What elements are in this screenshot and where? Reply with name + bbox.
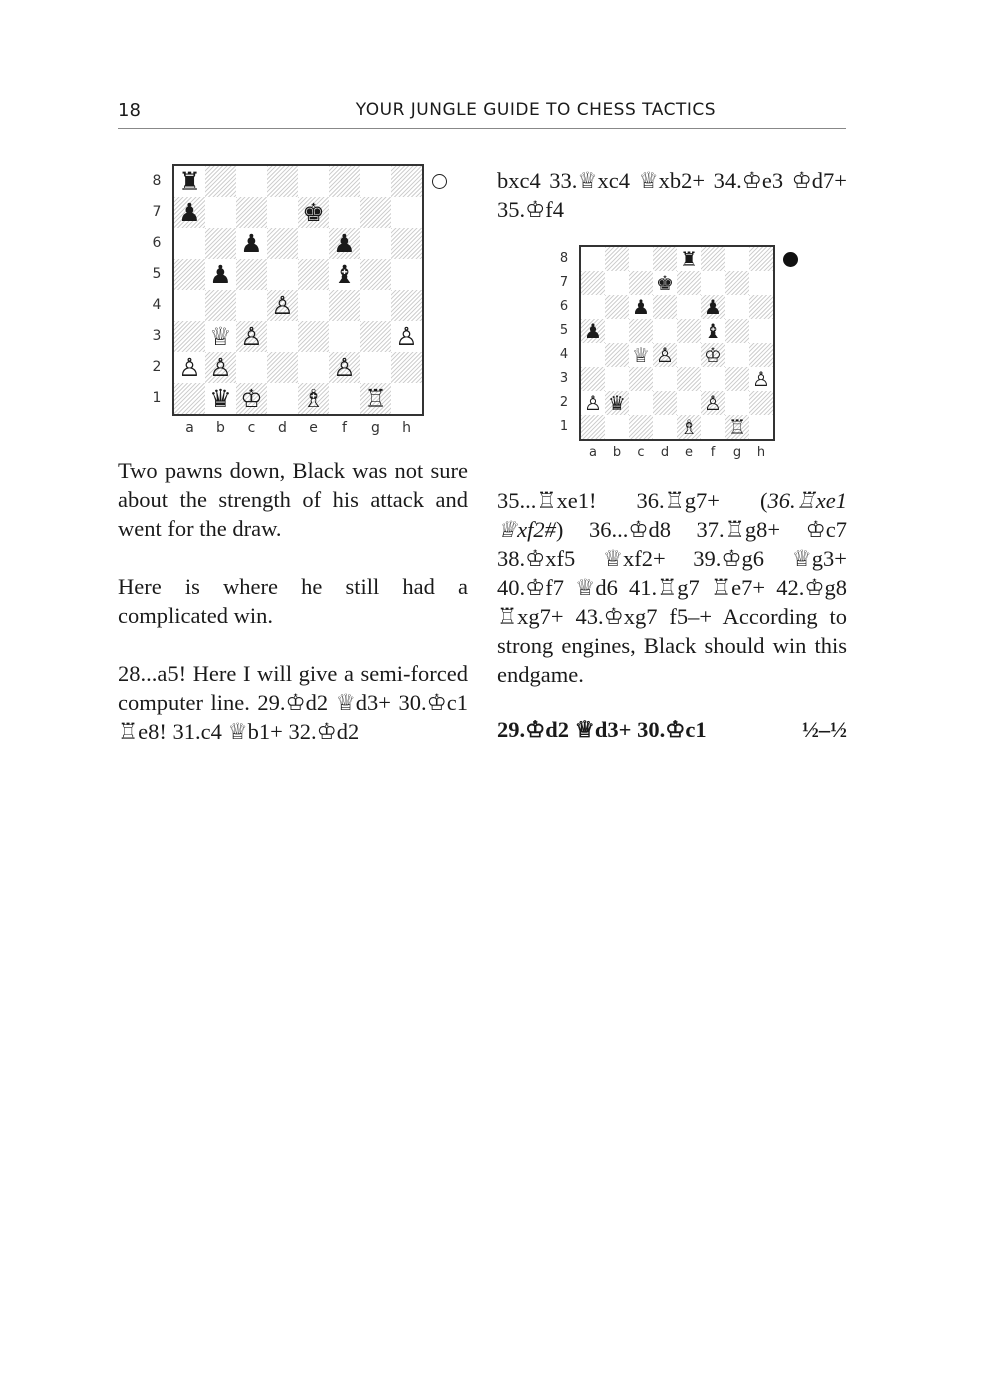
- square-g2: [360, 352, 391, 383]
- chess-piece: ♙: [240, 322, 263, 351]
- rank-label: 8: [152, 173, 162, 190]
- square-f7: [329, 197, 360, 228]
- variation-italic: 36.♖xe1 ♕xf2#: [497, 488, 847, 542]
- file-label: c: [637, 445, 645, 460]
- file-label: f: [342, 420, 347, 436]
- square-b2: [205, 352, 236, 383]
- chess-piece: ♛: [209, 384, 232, 413]
- square-b8: [205, 166, 236, 197]
- square-a1: [581, 415, 605, 439]
- square-f7: [701, 271, 725, 295]
- square-c3: [236, 321, 267, 352]
- square-e6: [677, 295, 701, 319]
- square-a5: [174, 259, 205, 290]
- square-d4: [267, 290, 298, 321]
- square-g5: [360, 259, 391, 290]
- square-b7: [605, 271, 629, 295]
- chess-piece: ♟: [240, 229, 263, 258]
- square-h6: [749, 295, 773, 319]
- square-f2: [329, 352, 360, 383]
- square-g5: [725, 319, 749, 343]
- square-c1: [236, 383, 267, 414]
- square-f4: [329, 290, 360, 321]
- square-e6: [298, 228, 329, 259]
- running-header: [118, 100, 846, 129]
- square-f5: [329, 259, 360, 290]
- square-e1: [677, 415, 701, 439]
- square-b6: [205, 228, 236, 259]
- square-c3: [629, 367, 653, 391]
- page-number: 18: [118, 100, 141, 121]
- square-h1: [391, 383, 422, 414]
- square-b1: [605, 415, 629, 439]
- chess-piece: ♜: [178, 167, 201, 196]
- square-g4: [360, 290, 391, 321]
- square-a2: [174, 352, 205, 383]
- square-g8: [360, 166, 391, 197]
- square-e7: [677, 271, 701, 295]
- square-f8: [329, 166, 360, 197]
- square-g7: [725, 271, 749, 295]
- square-h1: [749, 415, 773, 439]
- square-h2: [749, 391, 773, 415]
- chess-piece: ♕: [632, 343, 650, 367]
- chess-piece: ♙: [752, 367, 770, 391]
- square-e5: [677, 319, 701, 343]
- chess-piece: ♖: [364, 384, 387, 413]
- square-e3: [298, 321, 329, 352]
- paragraph: Here is where he still had a complicated win.: [118, 574, 468, 628]
- square-d7: [653, 271, 677, 295]
- chess-piece: ♜: [680, 247, 698, 271]
- file-label: e: [309, 420, 318, 436]
- file-label: g: [732, 445, 742, 460]
- chess-piece: ♝: [333, 260, 356, 289]
- square-c4: [236, 290, 267, 321]
- square-a3: [581, 367, 605, 391]
- file-label: d: [278, 420, 287, 436]
- chess-piece: ♟: [333, 229, 356, 258]
- square-a7: [174, 197, 205, 228]
- square-b4: [205, 290, 236, 321]
- square-f1: [329, 383, 360, 414]
- chess-piece: ♙: [395, 322, 418, 351]
- square-e4: [677, 343, 701, 367]
- final-line: [497, 717, 847, 743]
- square-c2: [629, 391, 653, 415]
- square-f6: [701, 295, 725, 319]
- paragraph: bxc4 33.♕xc4 ♕xb2+ 34.♔e3 ♔d7+ 35.♔f4: [497, 168, 847, 222]
- square-d2: [267, 352, 298, 383]
- square-f3: [329, 321, 360, 352]
- rank-label: 5: [559, 323, 569, 339]
- square-c1: [629, 415, 653, 439]
- square-b4: [605, 343, 629, 367]
- chess-piece: ♙: [333, 353, 356, 382]
- square-d8: [267, 166, 298, 197]
- chess-piece: ♟: [584, 319, 602, 343]
- move-text: ) 36...♔d8 37.♖g8+ ♔c7 38.♔xf5 ♕xf2+ 39.♔g6 ♕g3+ 40.♔f7 ♕d6 41.♖g7 ♖e7+ 42.♔g8 ♖xg7+ 43.♔xg7 f5–+ According to strong engines, Black should win this endgame.: [497, 517, 847, 687]
- file-label: e: [685, 445, 693, 460]
- right-column-mid-text: [497, 486, 847, 718]
- square-c8: [236, 166, 267, 197]
- square-d1: [267, 383, 298, 414]
- square-f6: [329, 228, 360, 259]
- square-a6: [174, 228, 205, 259]
- square-e2: [298, 352, 329, 383]
- running-title: YOUR JUNGLE GUIDE TO CHESS TACTICS: [355, 100, 716, 120]
- square-c6: [236, 228, 267, 259]
- chess-piece: ♟: [704, 295, 722, 319]
- square-b5: [605, 319, 629, 343]
- square-h7: [749, 271, 773, 295]
- chess-piece: ♙: [209, 353, 232, 382]
- rank-label: 4: [559, 347, 569, 363]
- chess-piece: ♙: [656, 343, 674, 367]
- rank-label: 1: [152, 390, 162, 407]
- chess-piece: ♚: [656, 271, 674, 295]
- square-b5: [205, 259, 236, 290]
- square-g1: [360, 383, 391, 414]
- chess-piece: ♔: [240, 384, 263, 413]
- square-c5: [629, 319, 653, 343]
- left-column-text: [118, 456, 468, 775]
- paragraph: [497, 486, 847, 689]
- chess-piece: ♕: [209, 322, 232, 351]
- white-to-move-icon: [432, 174, 447, 189]
- rank-label: 5: [152, 266, 162, 283]
- square-c4: [629, 343, 653, 367]
- square-h5: [391, 259, 422, 290]
- square-e3: [677, 367, 701, 391]
- square-e5: [298, 259, 329, 290]
- square-g6: [360, 228, 391, 259]
- square-a3: [174, 321, 205, 352]
- square-h4: [749, 343, 773, 367]
- square-a8: [174, 166, 205, 197]
- file-label: b: [612, 445, 622, 460]
- rank-label: 4: [152, 297, 162, 314]
- square-c7: [629, 271, 653, 295]
- rank-label: 8: [559, 251, 569, 267]
- chess-piece: ♙: [178, 353, 201, 382]
- square-h7: [391, 197, 422, 228]
- square-h2: [391, 352, 422, 383]
- square-g7: [360, 197, 391, 228]
- square-a1: [174, 383, 205, 414]
- square-a6: [581, 295, 605, 319]
- file-label: d: [660, 445, 670, 460]
- chess-piece: ♔: [704, 343, 722, 367]
- chess-piece: ♛: [608, 391, 626, 415]
- chess-piece: ♚: [302, 198, 325, 227]
- square-e8: [298, 166, 329, 197]
- chess-piece: ♝: [704, 319, 722, 343]
- square-f5: [701, 319, 725, 343]
- square-e1: [298, 383, 329, 414]
- square-d5: [267, 259, 298, 290]
- square-h3: [391, 321, 422, 352]
- file-label: f: [710, 445, 716, 460]
- paragraph: 28...a5! Here I will give a semi-forced computer line. 29.♔d2 ♕d3+ 30.♔c1 ♖e8! 31.c4 ♕b1+ 32.♔d2: [118, 661, 468, 744]
- rank-label: 2: [152, 359, 162, 376]
- square-a4: [581, 343, 605, 367]
- square-c7: [236, 197, 267, 228]
- square-h6: [391, 228, 422, 259]
- square-b7: [205, 197, 236, 228]
- square-d6: [267, 228, 298, 259]
- file-label: b: [216, 420, 225, 436]
- rank-label: 7: [152, 204, 162, 221]
- rank-label: 6: [152, 235, 162, 252]
- square-a7: [581, 271, 605, 295]
- chess-piece: ♗: [680, 415, 698, 439]
- square-h3: [749, 367, 773, 391]
- file-label: a: [589, 445, 597, 460]
- game-result: ½–½: [802, 717, 847, 742]
- file-label: g: [371, 420, 380, 436]
- square-c2: [236, 352, 267, 383]
- square-f2: [701, 391, 725, 415]
- square-b1: [205, 383, 236, 414]
- square-d5: [653, 319, 677, 343]
- right-column-top-text: [497, 166, 847, 253]
- chess-diagram-1: [150, 164, 458, 452]
- chess-piece: ♗: [302, 384, 325, 413]
- file-label: h: [402, 420, 411, 436]
- rank-label: 3: [559, 371, 569, 387]
- square-b3: [205, 321, 236, 352]
- square-g4: [725, 343, 749, 367]
- final-moves: 29.♔d2 ♕d3+ 30.♔c1: [497, 717, 707, 742]
- file-label: h: [756, 445, 766, 460]
- square-d3: [653, 367, 677, 391]
- chess-piece: ♟: [178, 198, 201, 227]
- square-d4: [653, 343, 677, 367]
- square-g6: [725, 295, 749, 319]
- square-c5: [236, 259, 267, 290]
- square-d7: [267, 197, 298, 228]
- chess-piece: ♟: [209, 260, 232, 289]
- square-f3: [701, 367, 725, 391]
- square-f1: [701, 415, 725, 439]
- square-h5: [749, 319, 773, 343]
- rank-label: 3: [152, 328, 162, 345]
- square-b3: [605, 367, 629, 391]
- square-d3: [267, 321, 298, 352]
- chess-piece: ♟: [632, 295, 650, 319]
- chess-piece: ♖: [728, 415, 746, 439]
- square-a4: [174, 290, 205, 321]
- rank-label: 6: [559, 299, 569, 315]
- rank-label: 2: [559, 395, 569, 411]
- square-e7: [298, 197, 329, 228]
- square-e2: [677, 391, 701, 415]
- chess-board: [579, 245, 775, 441]
- square-g1: [725, 415, 749, 439]
- square-e4: [298, 290, 329, 321]
- chess-diagram-2: [556, 245, 808, 477]
- square-g3: [725, 367, 749, 391]
- rank-label: 7: [559, 275, 569, 291]
- square-d6: [653, 295, 677, 319]
- rank-label: 1: [559, 419, 569, 435]
- black-to-move-icon: [783, 252, 798, 267]
- square-g3: [360, 321, 391, 352]
- square-c6: [629, 295, 653, 319]
- move-text: 35...♖xe1! 36.♖g7+ (: [497, 488, 768, 513]
- square-b2: [605, 391, 629, 415]
- chess-piece: ♙: [704, 391, 722, 415]
- chess-board: [172, 164, 424, 416]
- square-h8: [391, 166, 422, 197]
- square-h4: [391, 290, 422, 321]
- square-g2: [725, 391, 749, 415]
- square-f4: [701, 343, 725, 367]
- square-d2: [653, 391, 677, 415]
- square-b6: [605, 295, 629, 319]
- chess-piece: ♙: [584, 391, 602, 415]
- paragraph: Two pawns down, Black was not sure about the strength of his attack and went for the draw.: [118, 458, 468, 541]
- square-d1: [653, 415, 677, 439]
- square-a2: [581, 391, 605, 415]
- file-label: c: [247, 420, 256, 436]
- chess-piece: ♙: [271, 291, 294, 320]
- file-label: a: [185, 420, 194, 436]
- square-a5: [581, 319, 605, 343]
